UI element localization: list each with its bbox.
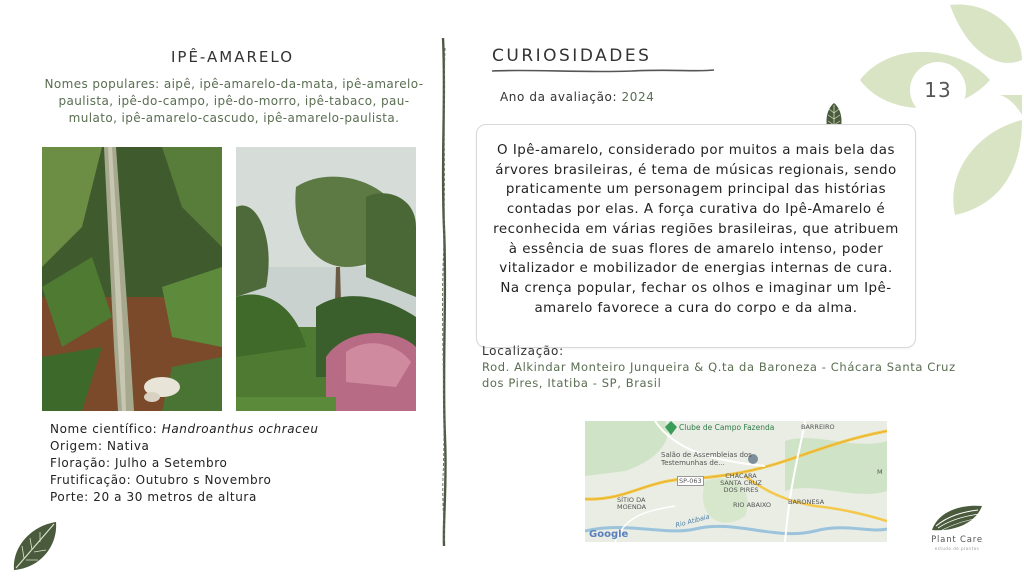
evaluation-year: Ano da avaliação: 2024 — [500, 90, 655, 104]
page-number: 13 — [910, 62, 966, 118]
plant-care-logo-icon — [930, 502, 984, 534]
size: Porte: 20 a 30 metros de altura — [50, 490, 257, 504]
map-label-barreiro: BARREIRO — [801, 423, 835, 431]
map-label-baronesa: BARONESA — [788, 498, 825, 506]
map-label-rio-abaixo: RIO ABAIXO — [733, 501, 772, 509]
title-underline — [492, 68, 714, 74]
map-label-chacara: CHÁCARA SANTA CRUZ DOS PIRES — [720, 472, 762, 494]
map-label-m: M — [877, 468, 883, 476]
map-label-rio-atibaia: Rio Atibaia — [674, 512, 711, 530]
photo-tree-trunk — [42, 147, 222, 411]
species-title: IPÊ-AMARELO — [170, 48, 295, 66]
brand-tagline: estudo de plantas — [934, 546, 980, 551]
vertical-divider — [437, 38, 451, 546]
location-address: Rod. Alkindar Monteiro Junqueira & Q.ta da Baroneza - Chácara Santa Cruz dos Pires, Itatiba - SP, Brasil — [482, 360, 956, 390]
origin: Origem: Nativa — [50, 439, 150, 453]
map-label-road: SP-063 — [679, 477, 702, 485]
map-label-sitio: SÍTIO DA MOENDA — [617, 496, 647, 511]
leaf-icon — [10, 520, 60, 572]
popular-names: Nomes populares: aipê, ipê-amarelo-da-mata, ipê-amarelo-paulista, ipê-do-campo, ipê-do-morro, ipê-tabaco, pau-mulato, ipê-amarelo-cascudo, ipê-amarelo-paulista. — [44, 77, 424, 125]
curiosity-card — [476, 124, 916, 348]
flowering: Floração: Julho a Setembro — [50, 456, 228, 470]
plant-facts — [50, 421, 319, 506]
curiosity-text: O Ipê-amarelo, considerado por muitos a mais bela das árvores brasileiras, é tema de músicas regionais, sendo praticamente um personagem principal das histórias contadas por elas. A força curativa do Ipê-Amarelo é reconhecida em várias regiões brasileiras, que atribuem à essência de suas flores de amarelo intenso, poder vitalizador e mobilizador de energias internas de cura. Na crença popular, fechar os olhos e imaginar um Ipê-amarelo favorece a cura do corpo e da alma. — [493, 143, 899, 316]
section-title: CURIOSIDADES — [492, 46, 652, 66]
scientific-name: Nome científico: Handroanthus ochraceu — [50, 422, 319, 436]
fruiting: Frutificação: Outubro s Novembro — [50, 473, 272, 487]
map-label-salao: Salão de Assembleias dos Testemunhas de... — [661, 451, 752, 467]
map-provider-logo: Google — [589, 529, 629, 540]
brand-name: Plant Care — [931, 535, 983, 545]
photo-garden — [236, 147, 416, 411]
location-label: Localização: — [482, 344, 564, 358]
location-map[interactable] — [585, 421, 887, 542]
map-label-club: Clube de Campo Fazenda — [679, 423, 775, 432]
